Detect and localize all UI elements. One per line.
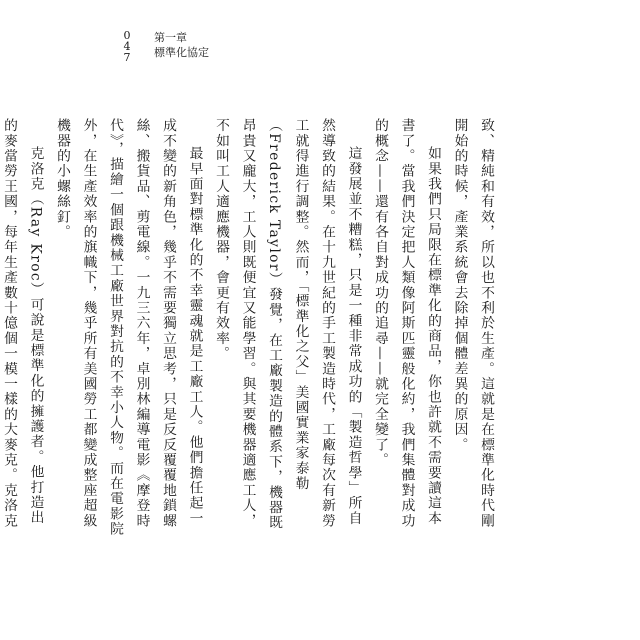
paragraph-3: 這發展並不糟糕，只是一種非常成功的「製造哲學」所自然導致的結果。在十九世紀的手工製造時代，工廠每次有新勞工就得進行調整。然而，「標準化之父」美國實業家泰勒（Frederick Taylor）發覺，在工廠製造的體系下，機器既昂貴又龐大，工人則既便宜又能學習。與其要機器適應工人，不如叫工人適應機器，會更有效率。 (213, 118, 362, 531)
paragraph-5: 克洛克（Ray Kroc）可說是標準化的擁護者。他打造出的麥當勞王國，每年生產數十億個一模一樣的大麥克。克洛克 (1, 118, 44, 529)
body-text (1, 118, 499, 539)
chapter-title: 標準化協定 (154, 46, 209, 59)
paragraph-4: 最早面對標準化的不幸靈魂就是工廠工人。他們擔任起一成不變的新角色，幾乎不需要獨立思考，只是反反覆覆地鎖螺絲、搬貨品、剪電線。一九三六年，卓別林編導電影《摩登時代》，描繪一個跟機械工廠世界對抗的不幸小人物。而在電影院外，在生產效率的旗幟下，幾乎所有美國勞工都變成整座超級機器的小螺絲釘。 (54, 118, 203, 537)
page-number-digit: 4 (123, 40, 131, 53)
page-number-digit: 0 (123, 29, 131, 42)
running-header (120, 30, 209, 63)
paragraph-1: 致、精純和有效，所以也不利於生產。這就是在標準化時代剛開始的時候，產業系統會去除掉個體差異的原因。 (451, 118, 494, 529)
page-number (120, 30, 134, 63)
chapter-heading (154, 30, 209, 60)
chapter-label: 第一章 (154, 31, 187, 44)
page-number-digit: 7 (123, 51, 131, 64)
paragraph-2: 如果我們只局限在標準化的商品，你也許就不需要讀這本書了。當我們決定把人類像阿斯匹靈般化約，我們集體對成功的概念——還有各自對成功的追尋——就完全變了。 (372, 118, 441, 529)
